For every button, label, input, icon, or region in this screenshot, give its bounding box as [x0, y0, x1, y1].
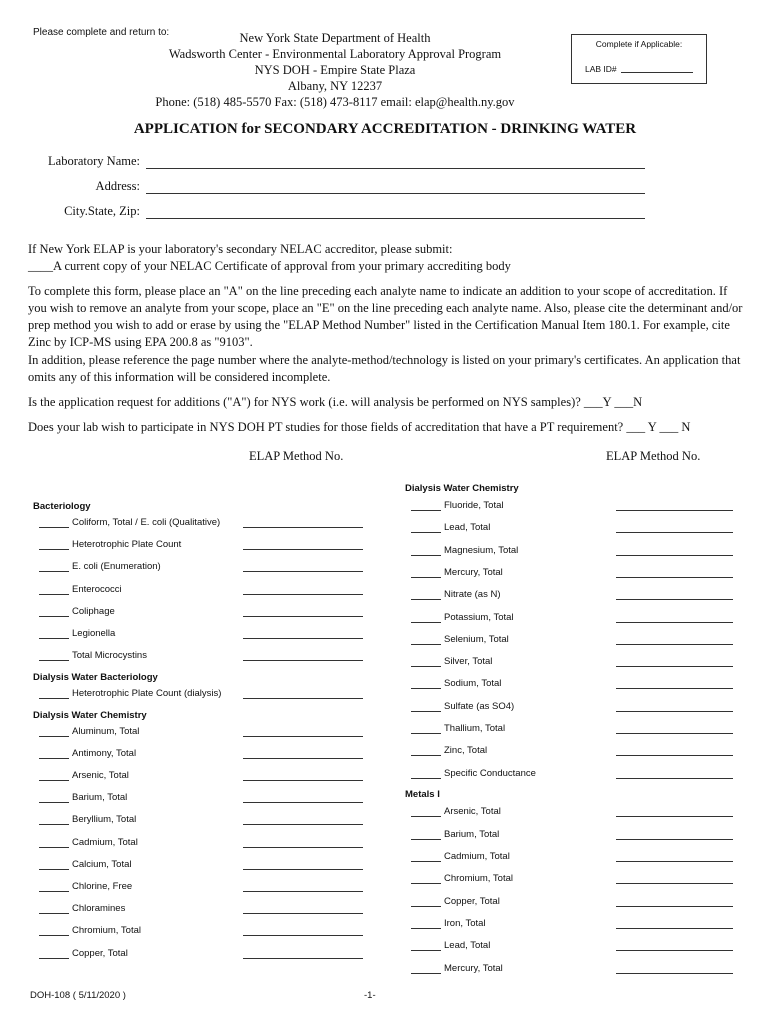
analyte-name: Enterococci: [72, 583, 122, 595]
lab-name-label: Laboratory Name:: [48, 154, 140, 168]
elap-method-field[interactable]: [616, 510, 733, 511]
scope-change-blank[interactable]: [39, 736, 69, 737]
analyte-name: Mercury, Total: [444, 962, 503, 974]
instructions-paragraph: To complete this form, please place an "A" on the line preceding each analyte name to indicate an addition to your scope of accreditation. If you wish to remove an analyte from your scope, place an "E" on the line preceding each analyte name. Also, please cite the determinant and/or prep method you wish to add or erase by using the "ELAP Method Number" listed in the Certification Manual Item 180.1. For example, cite Zinc by ICP-MS using EPA 200.8 as "9103".: [28, 284, 743, 349]
analyte-name: Legionella: [72, 628, 116, 639]
scope-change-blank[interactable]: [411, 532, 441, 533]
address-field[interactable]: [146, 193, 645, 194]
scope-change-blank[interactable]: [39, 698, 69, 699]
analyte-name: Cadmium, Total: [72, 836, 138, 848]
analyte-name: Lead, Total: [444, 940, 491, 952]
elap-method-field[interactable]: [616, 883, 733, 884]
scope-change-blank[interactable]: [39, 549, 69, 550]
lab-id-box: [571, 34, 707, 84]
elap-method-field[interactable]: [243, 958, 363, 959]
analyte-name: Aluminum, Total: [72, 725, 140, 737]
scope-change-blank[interactable]: [411, 883, 441, 884]
program-name: Wadsworth Center - Environmental Laboratory Approval Program: [168, 47, 502, 61]
analyte-name: Iron, Total: [444, 917, 486, 929]
analyte-name: Magnesium, Total: [444, 544, 519, 556]
elap-method-field[interactable]: [243, 758, 363, 759]
scope-change-blank[interactable]: [411, 599, 441, 600]
scope-change-blank[interactable]: [39, 594, 69, 595]
scope-change-blank[interactable]: [411, 950, 441, 951]
agency-address-block: [110, 30, 560, 110]
page-reference-paragraph: In addition, please reference the page number where the analyte-method/technology is listed on your primary's certificates. An application that omits any of this information will be considered incomplete.: [28, 353, 741, 384]
scope-change-blank[interactable]: [39, 527, 69, 528]
scope-change-blank[interactable]: [39, 616, 69, 617]
elap-method-header-left: ELAP Method No.: [249, 449, 344, 463]
scope-change-blank[interactable]: [39, 802, 69, 803]
elap-method-field[interactable]: [243, 594, 363, 595]
section-heading: Dialysis Water Bacteriology: [33, 671, 158, 683]
scope-change-blank[interactable]: [411, 510, 441, 511]
elap-method-field[interactable]: [616, 906, 733, 907]
section-heading: Bacteriology: [33, 501, 91, 512]
analyte-name: Zinc, Total: [444, 745, 488, 757]
elap-method-field[interactable]: [616, 928, 733, 929]
elap-method-field[interactable]: [243, 660, 363, 661]
analyte-name: Heterotrophic Plate Count (dialysis): [72, 687, 222, 699]
return-instruction: Please complete and return to:: [33, 27, 170, 38]
section-heading: Metals I: [405, 789, 440, 801]
elap-method-field[interactable]: [243, 935, 363, 936]
scope-change-blank[interactable]: [39, 758, 69, 759]
elap-method-field[interactable]: [616, 778, 733, 779]
lab-name-field[interactable]: [146, 168, 645, 169]
agency-name: New York State Department of Health: [239, 31, 431, 45]
scope-change-blank[interactable]: [411, 755, 441, 756]
elap-method-field[interactable]: [616, 711, 733, 712]
elap-method-field[interactable]: [243, 698, 363, 699]
elap-method-field[interactable]: [243, 869, 363, 870]
analyte-name: Nitrate (as N): [444, 589, 501, 601]
elap-method-field[interactable]: [243, 847, 363, 848]
scope-change-blank[interactable]: [411, 733, 441, 734]
elap-method-field[interactable]: [243, 736, 363, 737]
elap-method-field[interactable]: [243, 616, 363, 617]
analyte-name: Copper, Total: [72, 947, 128, 959]
analyte-name: Coliform, Total / E. coli (Qualitative): [72, 517, 221, 528]
analyte-name: Calcium, Total: [72, 858, 132, 870]
elap-method-header-right: ELAP Method No.: [606, 449, 701, 463]
scope-change-blank[interactable]: [411, 928, 441, 929]
scope-change-blank[interactable]: [39, 638, 69, 639]
scope-change-blank[interactable]: [411, 644, 441, 645]
elap-method-field[interactable]: [616, 666, 733, 667]
elap-method-field[interactable]: [243, 527, 363, 528]
elap-method-field[interactable]: [616, 622, 733, 623]
scope-change-blank[interactable]: [39, 847, 69, 848]
page-number: -1-: [364, 990, 376, 1001]
analyte-name: Lead, Total: [444, 522, 491, 534]
section-heading: Dialysis Water Chemistry: [405, 483, 519, 494]
scope-change-blank[interactable]: [411, 778, 441, 779]
scope-change-blank[interactable]: [39, 891, 69, 892]
lab-id-field[interactable]: [585, 64, 693, 74]
analyte-name: Selenium, Total: [444, 633, 509, 645]
elap-method-field[interactable]: [616, 688, 733, 689]
analyte-name: E. coli (Enumeration): [72, 561, 161, 573]
nelac-instruction: If New York ELAP is your laboratory's secondary NELAC accreditor, please submit:: [28, 242, 453, 256]
elap-method-field[interactable]: [616, 599, 733, 600]
analyte-name: Heterotrophic Plate Count: [72, 539, 182, 551]
form-number: DOH-108 ( 5/11/2020 ): [30, 990, 126, 1001]
applicable-label: Complete if Applicable:: [595, 39, 683, 49]
analyte-name: Arsenic, Total: [72, 770, 129, 781]
scope-change-blank[interactable]: [39, 935, 69, 936]
analyte-name: Total Microcystins: [72, 650, 147, 662]
scope-change-blank[interactable]: [411, 622, 441, 623]
analyte-name: Chromium, Total: [72, 925, 141, 937]
form-title: APPLICATION for SECONDARY ACCREDITATION - DRINKING WATER: [133, 121, 637, 137]
city-address: Albany, NY 12237: [287, 79, 383, 93]
scope-change-blank[interactable]: [411, 839, 441, 840]
analyte-name: Coliphage: [72, 605, 115, 617]
analyte-name: Copper, Total: [444, 895, 500, 907]
elap-method-field[interactable]: [616, 755, 733, 756]
analyte-name: Thallium, Total: [444, 723, 506, 734]
section-heading: Dialysis Water Chemistry: [33, 709, 147, 721]
analyte-name: Silver, Total: [444, 656, 493, 668]
scope-change-blank[interactable]: [39, 958, 69, 959]
contact-info: Phone: (518) 485-5570 Fax: (518) 473-8117 email: elap@health.ny.gov: [155, 95, 515, 109]
elap-method-field[interactable]: [243, 780, 363, 781]
elap-method-field[interactable]: [616, 577, 733, 578]
scope-change-blank[interactable]: [411, 861, 441, 862]
analyte-name: Sodium, Total: [444, 678, 502, 690]
elap-method-field[interactable]: [616, 839, 733, 840]
elap-method-field[interactable]: [243, 891, 363, 892]
elap-method-field[interactable]: [243, 802, 363, 803]
scope-change-blank[interactable]: [39, 780, 69, 781]
city-label: City.State, Zip:: [64, 204, 140, 218]
analyte-name: Chromium, Total: [444, 873, 513, 885]
elap-method-field[interactable]: [243, 638, 363, 639]
analyte-name: Cadmium, Total: [444, 851, 510, 862]
analyte-name: Fluoride, Total: [444, 500, 504, 511]
elap-method-field[interactable]: [616, 973, 733, 974]
scope-change-blank[interactable]: [39, 913, 69, 914]
elap-method-field[interactable]: [616, 861, 733, 862]
city-field[interactable]: [146, 218, 645, 219]
analyte-name: Potassium, Total: [444, 611, 514, 623]
elap-method-field[interactable]: [616, 950, 733, 951]
analyte-name: Chloramines: [72, 903, 126, 915]
elap-method-field[interactable]: [616, 555, 733, 556]
scope-change-blank[interactable]: [411, 688, 441, 689]
scope-change-blank[interactable]: [411, 906, 441, 907]
lab-id-label: LAB ID#: [585, 64, 617, 74]
nys-work-question: Is the application request for additions ("A") for NYS work (i.e. will analysis be performed on NYS samples)? ___Y ___N: [28, 395, 643, 409]
scope-change-blank[interactable]: [411, 711, 441, 712]
analyte-name: Antimony, Total: [72, 747, 137, 759]
scope-change-blank[interactable]: [39, 571, 69, 572]
scope-change-blank[interactable]: [39, 824, 69, 825]
elap-method-field[interactable]: [616, 816, 733, 817]
analyte-name: Arsenic, Total: [444, 806, 501, 818]
scope-change-blank[interactable]: [39, 660, 69, 661]
scope-change-blank[interactable]: [39, 869, 69, 870]
elap-method-field[interactable]: [616, 532, 733, 533]
analyte-name: Beryllium, Total: [72, 814, 137, 826]
nelac-certificate-item: ____A current copy of your NELAC Certificate of approval from your primary accrediting body: [28, 259, 511, 273]
scope-change-blank[interactable]: [411, 555, 441, 556]
scope-change-blank[interactable]: [411, 816, 441, 817]
analyte-name: Chlorine, Free: [72, 881, 133, 892]
scope-change-blank[interactable]: [411, 973, 441, 974]
street-address: NYS DOH - Empire State Plaza: [254, 63, 416, 77]
scope-change-blank[interactable]: [411, 666, 441, 667]
analyte-name: Barium, Total: [72, 792, 128, 804]
analyte-name: Sulfate (as SO4): [444, 700, 515, 712]
analyte-name: Specific Conductance: [444, 767, 536, 779]
pt-studies-question: Does your lab wish to participate in NYS DOH PT studies for those fields of accreditation that have a PT requirement? ___ Y ___ N: [28, 420, 691, 434]
elap-method-field[interactable]: [616, 644, 733, 645]
elap-method-field[interactable]: [243, 571, 363, 572]
address-label: Address:: [95, 179, 140, 193]
elap-method-field[interactable]: [243, 913, 363, 914]
scope-change-blank[interactable]: [411, 577, 441, 578]
analyte-name: Barium, Total: [444, 828, 500, 840]
analyte-name: Mercury, Total: [444, 566, 503, 578]
elap-method-field[interactable]: [243, 824, 363, 825]
elap-method-field[interactable]: [243, 549, 363, 550]
elap-method-field[interactable]: [616, 733, 733, 734]
lab-id-line[interactable]: [621, 72, 693, 73]
